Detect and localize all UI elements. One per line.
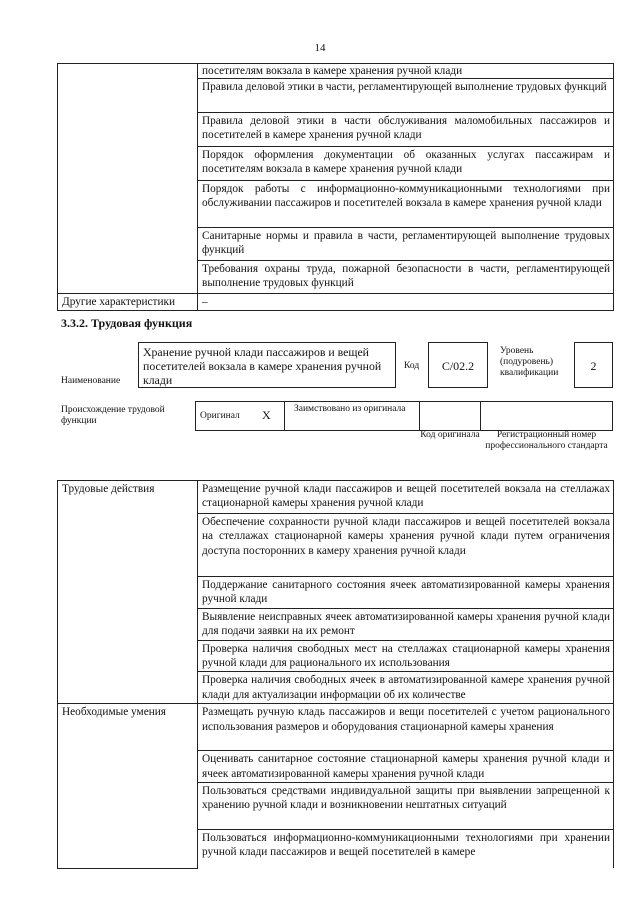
- name-label: Наименование: [61, 376, 121, 386]
- skills-label: Необходимые умения: [58, 704, 198, 868]
- action-item: Обеспечение сохранности ручной клади пассажиров и вещей посетителей вокзала на стеллажах стационарной камеры хранения ручной клади путем ограничения доступа посторонних в камеру хранения ручной клади: [198, 514, 614, 577]
- code-caption: Код оригинала: [420, 430, 480, 440]
- skill-item: Пользоваться средствами индивидуальной защиты при выявлении запрещенной к хранению ручной клади и возникновении нештатных ситуаций: [198, 783, 614, 830]
- knowledge-item: Порядок оформления документации об оказанных услугах пассажирам и посетителям вокзала в камере хранения ручной клади: [198, 147, 614, 181]
- function-code-box: [428, 342, 488, 388]
- skill-item: Размещать ручную кладь пассажиров и вещи посетителей с учетом рационального использования размеров и оборудования стационарной камеры хранения: [198, 704, 614, 751]
- original-label: Оригинал: [200, 411, 240, 421]
- origin-label: Происхождение трудовой функции: [61, 405, 165, 426]
- knowledge-item: Порядок работы с информационно-коммуникационными технологиями при обслуживании пассажиров и посетителей вокзала в камере хранения ручной клади: [198, 181, 614, 228]
- action-item: Размещение ручной клади пассажиров и вещей посетителей вокзала на стеллажах стационарной камеры хранения ручной клади: [198, 481, 614, 514]
- function-name: Хранение ручной клади пассажиров и вещей посетителей вокзала в камере хранения ручной клади: [143, 345, 382, 387]
- borrowed-box: [284, 401, 420, 431]
- table-row: [58, 64, 614, 79]
- code-label: Код: [404, 361, 420, 371]
- other-characteristics-value: –: [198, 294, 614, 311]
- action-item: Выявление неисправных ячеек автоматизированной камеры хранения ручной клади для подачи заявки на их ремонт: [198, 608, 614, 640]
- empty-label-cell: [58, 64, 198, 294]
- knowledge-item: Требования охраны труда, пожарной безопасности в части, регламентирующей выполнение трудовых функций: [198, 261, 614, 294]
- original-code-box: [419, 401, 481, 431]
- action-item: Проверка наличия свободных мест на стеллажах стационарной камеры хранения ручной клади для рационального их использования: [198, 640, 614, 672]
- borrowed-label: Заимствовано из оригинала: [294, 404, 406, 414]
- function-code: С/02.2: [441, 359, 475, 373]
- original-box: [195, 401, 285, 431]
- level-box: [574, 342, 613, 388]
- action-item: Проверка наличия свободных ячеек в автоматизированной камере хранения ручной клади для актуализации информации об их количестве: [198, 672, 614, 704]
- other-characteristics-label: Другие характеристики: [58, 294, 198, 311]
- table-row: [58, 481, 614, 514]
- table-row: [58, 704, 614, 751]
- level-value: 2: [590, 359, 597, 373]
- section-title: 3.3.2. Трудовая функция: [61, 316, 193, 330]
- function-name-box: [138, 342, 396, 388]
- skill-item: Оценивать санитарное состояние стационарной камеры хранения ручной клади и ячеек автоматизированной камеры хранения ручной клади: [198, 751, 614, 783]
- knowledge-item: посетителям вокзала в камере хранения ручной клади: [198, 64, 614, 79]
- knowledge-item: Правила деловой этики в части обслуживания маломобильных пассажиров и посетителей в камере хранения ручной клади: [198, 113, 614, 147]
- registration-caption: Регистрационный номер профессионального стандарта: [485, 430, 608, 451]
- knowledge-item: Санитарные нормы и правила в части, регламентирующей выполнение трудовых функций: [198, 228, 614, 261]
- original-mark: X: [262, 408, 271, 422]
- skill-item: Пользоваться информационно-коммуникационными технологиями при хранении ручной клади пассажиров и вещей посетителей в камере: [198, 830, 614, 869]
- knowledge-item: Правила деловой этики в части, регламентирующей выполнение трудовых функций: [198, 79, 614, 113]
- knowledge-table: [57, 63, 614, 311]
- labor-function-table: [57, 480, 614, 869]
- action-item: Поддержание санитарного состояния ячеек автоматизированной камеры хранения ручной клади: [198, 577, 614, 609]
- level-label: Уровень (подуровень) квалификации: [500, 346, 559, 378]
- actions-label: Трудовые действия: [58, 481, 198, 704]
- page-number: 14: [314, 42, 326, 54]
- registration-box: [480, 401, 613, 431]
- table-row: [58, 294, 614, 311]
